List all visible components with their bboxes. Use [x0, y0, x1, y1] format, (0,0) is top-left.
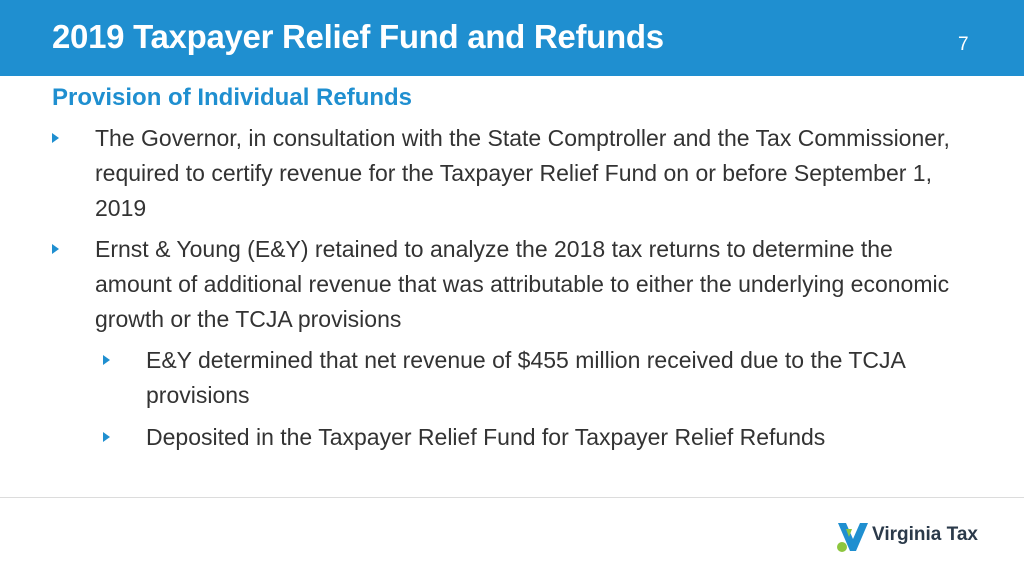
logo-text: Virginia Tax: [872, 524, 978, 545]
virginia-tax-logo: [836, 517, 986, 557]
virginia-tax-mark-icon: [836, 517, 870, 557]
bullet-arrow-icon: [52, 244, 59, 254]
section-subtitle: Provision of Individual Refunds: [52, 84, 413, 111]
sub-bullet-arrow-icon: [103, 355, 110, 365]
sub-bullet-item: E&Y determined that net revenue of $455 million received due to the TCJA provisions: [146, 347, 905, 408]
page-number: 7: [958, 34, 969, 55]
sub-bullet-arrow-icon: [103, 432, 110, 442]
slide-header: [0, 0, 1024, 76]
slide-title: 2019 Taxpayer Relief Fund and Refunds: [52, 18, 664, 55]
sub-bullet-item: Deposited in the Taxpayer Relief Fund for Taxpayer Relief Refunds: [146, 424, 826, 450]
bullet-item: The Governor, in consultation with the State Comptroller and the Tax Commissioner, required to certify revenue for the Taxpayer Relief Fund on or before September 1, 2019: [95, 125, 950, 221]
bullet-arrow-icon: [52, 133, 59, 143]
bullet-item: Ernst & Young (E&Y) retained to analyze the 2018 tax returns to determine the amount of additional revenue that was attributable to either the underlying economic growth or the TCJA provisions: [95, 236, 950, 332]
footer-divider: [0, 497, 1024, 498]
